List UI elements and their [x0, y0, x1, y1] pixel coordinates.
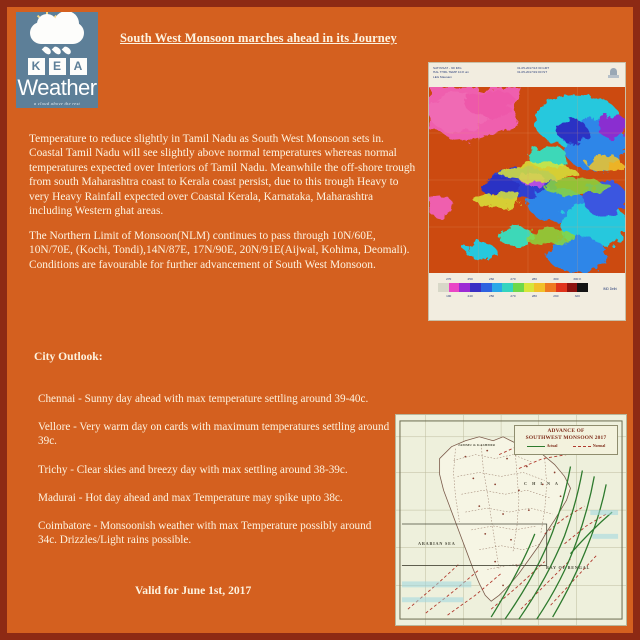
satellite-meta-right: [517, 66, 549, 75]
map-legend-title-line1: ADVANCE OF: [547, 428, 585, 434]
map-label-arabian-sea: ARABIAN SEA: [418, 541, 456, 546]
satellite-ir-raster: [429, 87, 625, 273]
legend-color-swatch: [470, 283, 481, 292]
cloud-icon: [30, 22, 84, 44]
logo-wordmark: Weather: [17, 75, 97, 100]
raindrop-icon: [62, 45, 73, 56]
city-outlook-heading: City Outlook:: [34, 350, 103, 363]
legend-color-swatch: [513, 283, 524, 292]
legend-tick-label: 300: [553, 277, 559, 281]
legend-color-bar: [438, 283, 588, 292]
imd-emblem-icon: [607, 66, 620, 81]
infographic-canvas: [7, 7, 633, 633]
satellite-timestamp-gmt: 31-05-2017/13:30 GMT: [517, 66, 550, 70]
city-outlook-vellore: Vellore - Very warm day on cards with maximum temperatures settling around 39c.: [38, 421, 390, 448]
actual-line-swatch: [527, 446, 545, 447]
legend-tick-label: 190: [446, 294, 452, 298]
legend-tick-label: 240: [467, 294, 473, 298]
legend-color-swatch: [545, 283, 556, 292]
map-label-bay-of-bengal: BAY OF BENGAL: [546, 565, 591, 570]
legend-tick-label: 290: [553, 294, 559, 298]
normal-label: Normal: [592, 444, 606, 449]
normal-line-swatch: [573, 446, 591, 447]
satellite-meta-source: SAT:INSAT - 3D IMG: [433, 66, 462, 70]
legend-tick-label: 300 K: [573, 277, 582, 281]
legend-source-label: IMD Delhi: [603, 287, 617, 291]
map-legend-keys: [515, 444, 617, 448]
legend-color-swatch: [459, 283, 470, 292]
satellite-image-panel: [428, 62, 626, 321]
logo-letter-e: E: [49, 58, 66, 75]
legend-tick-label: 250: [467, 277, 473, 281]
validity-note: Valid for June 1st, 2017: [135, 584, 252, 597]
logo-letter-tiles: [28, 58, 87, 75]
legend-color-swatch: [492, 283, 503, 292]
legend-tick-label: 320: [574, 294, 580, 298]
legend-color-swatch: [556, 283, 567, 292]
kea-weather-logo: [16, 12, 98, 108]
satellite-meta-left: [433, 66, 469, 79]
legend-tick-label: 280: [531, 277, 538, 281]
forecast-paragraph-2: The Northern Limit of Monsoon(NLM) continues to pass through 10N/60E, 10N/70E, (Kochi, Tondi),14N/87E, 17N/90E, 20N/91E(Aijwal, Kohima, Deomali). Conditions are favourable for further advancement of South West Monsoon.: [29, 230, 410, 271]
legend-tick-label: 270: [510, 294, 516, 298]
legend-tick-label: 250: [488, 294, 495, 298]
legend-tick-label: 280: [531, 294, 538, 298]
map-label-china: C H I N A: [524, 481, 560, 486]
raindrop-icon: [52, 45, 63, 56]
city-outlook-chennai: Chennai - Sunny day ahead with max temperature settling around 39-40c.: [38, 393, 369, 405]
map-legend-title-line2: SOUTHWEST MONSOON 2017: [525, 434, 607, 441]
legend-color-swatch: [449, 283, 460, 292]
city-outlook-list: [38, 392, 393, 561]
satellite-meta-channel: HAL THRL TEMP 10.8 um: [433, 70, 470, 75]
map-legend-title: [515, 428, 617, 441]
raindrop-icon: [42, 45, 53, 56]
actual-label: Actual: [546, 444, 558, 449]
legend-tick-label: 270: [446, 277, 452, 281]
city-outlook-trichy: Trichy - Clear skies and breezy day with max settling around 38-39c.: [38, 463, 348, 476]
satellite-ir-image: [429, 87, 625, 273]
city-outlook-coimbatore: Coimbatore - Monsoonish weather with max Temperature possibly around 34c. Drizzles/Light rains possible.: [38, 520, 372, 547]
legend-color-swatch: [524, 283, 535, 292]
satellite-color-legend: [429, 273, 625, 319]
satellite-meta-agency: LEG Mausam: [433, 74, 452, 79]
map-label-jammu-kashmir: JAMMU & KASHMIR: [458, 443, 496, 447]
logo-letter-k: K: [28, 58, 45, 75]
logo-tagline: a cloud above the rest: [33, 101, 81, 106]
logo-weather-icon: [16, 12, 98, 56]
legend-color-swatch: [577, 283, 588, 292]
legend-color-swatch: [502, 283, 513, 292]
legend-color-swatch: [567, 283, 578, 292]
legend-color-swatch: [534, 283, 545, 292]
satellite-header: [429, 63, 625, 87]
monsoon-advance-map: [395, 414, 627, 626]
logo-letter-a: A: [70, 58, 87, 75]
page-title: South West Monsoon marches ahead in its Journey: [120, 31, 397, 45]
city-outlook-madurai: Madurai - Hot day ahead and max Temperature may spike upto 38c.: [38, 491, 343, 504]
map-legend-box: [514, 425, 618, 455]
legend-color-swatch: [481, 283, 492, 292]
satellite-timestamp-ist: 31-05-2017/19:00 IST: [517, 70, 548, 75]
legend-tick-label: 270: [510, 277, 516, 281]
legend-color-swatch: [438, 283, 449, 292]
forecast-paragraph-1: Temperature to reduce slightly in Tamil Nadu as South West Monsoon sets in. Coastal Tamil Nadu will see slightly above normal temperatures whereas normal temperatures expected over Interiors of Tamil Nadu. Meanwhile the off-shore trough from south Maharashtra coast to Kerala coast persist, due to this trough Heavy to very Heavy Rainfall expected over Coastal Kerala, Karnataka, Maharashtra including Western ghat areas.: [29, 133, 416, 218]
map-legend-key-actual: [527, 444, 558, 448]
map-legend-key-normal: [573, 444, 605, 448]
legend-tick-label: 260: [488, 277, 495, 281]
